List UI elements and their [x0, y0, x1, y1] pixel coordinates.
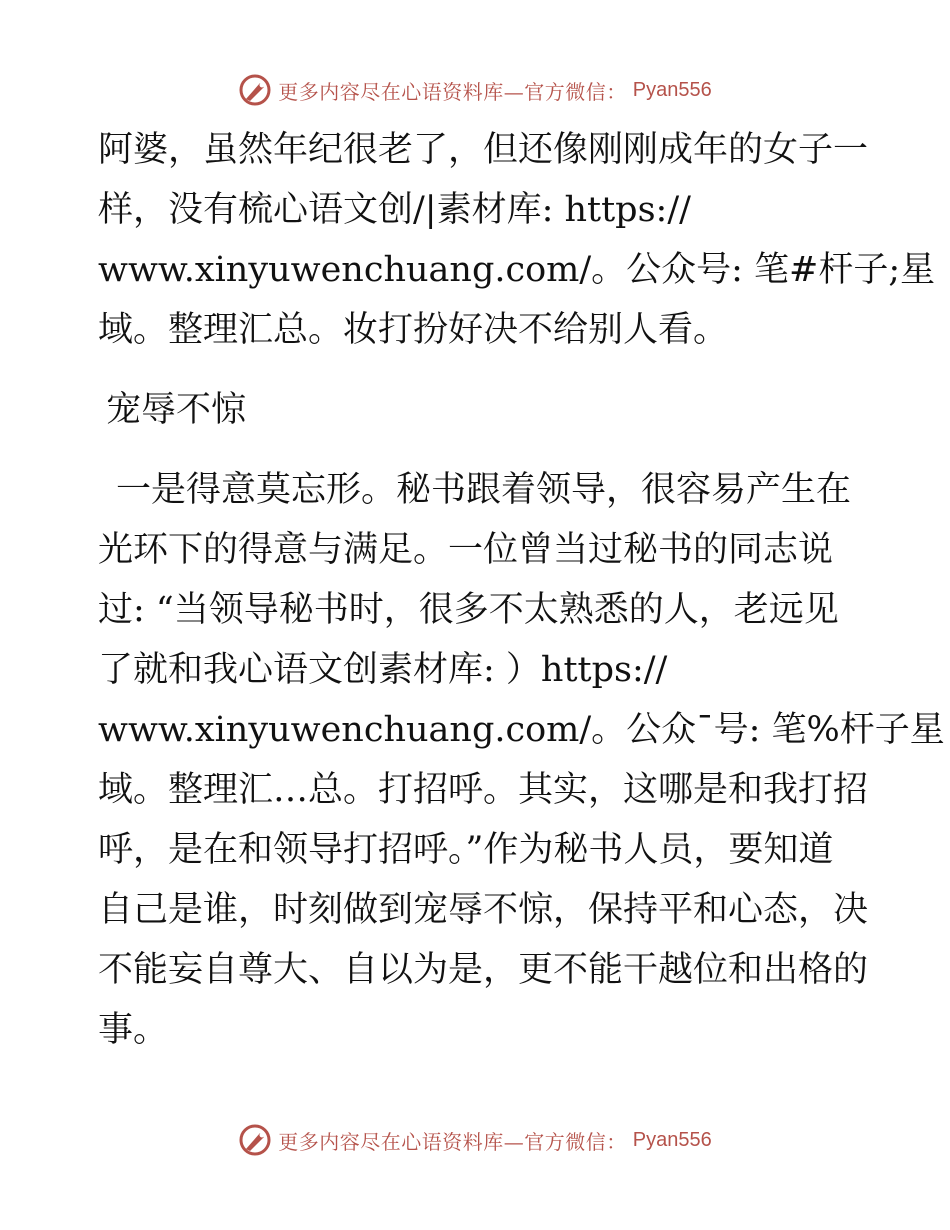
- pen-nib-logo-icon: [238, 73, 272, 107]
- footer-banner: [0, 1120, 950, 1160]
- header-banner: [0, 70, 950, 110]
- body-content: [98, 120, 945, 1060]
- text-line: www.xinyuwenchuang.com/。公众号: 笔#杆子;星: [98, 250, 936, 290]
- text-line: 光环下的得意与满足。一位曾当过秘书的同志说: [98, 530, 834, 570]
- text-line: www.xinyuwenchuang.com/。公众¯号: 笔%杆子星: [98, 710, 945, 750]
- banner-text: 更多内容尽在心语资料库—官方微信：: [278, 79, 627, 104]
- text-line: 了就和我心语文创素材库: ）https://: [98, 650, 668, 690]
- paragraph-2: [98, 460, 945, 1060]
- text-line: 一是得意莫忘形。秘书跟着领导，很容易产生在: [116, 470, 852, 510]
- banner-handle: Pyan556: [632, 78, 712, 101]
- text-line: 域。整理汇…总。打招呼。其实，这哪是和我打招: [98, 770, 869, 810]
- text-line: 不能妄自尊大、自以为是，更不能干越位和出格的: [98, 950, 869, 990]
- pen-nib-logo-icon: [238, 1123, 272, 1157]
- paragraph-1: [98, 120, 936, 360]
- text-line: 呼，是在和领导打招呼。”作为秘书人员，要知道: [98, 830, 834, 870]
- section-heading: 宠辱不惊: [106, 390, 247, 430]
- text-line: 阿婆，虽然年纪很老了，但还像刚刚成年的女子一: [98, 130, 869, 170]
- text-line: 样，没有梳心语文创/|素材库: https://: [98, 190, 691, 230]
- banner-handle: Pyan556: [632, 1128, 712, 1151]
- banner-text: 更多内容尽在心语资料库—官方微信：: [278, 1129, 627, 1154]
- text-line: 事。: [98, 1010, 169, 1050]
- text-line: 自己是谁，时刻做到宠辱不惊，保持平和心态，决: [98, 890, 869, 930]
- text-line: 过: “当领导秘书时，很多不太熟悉的人，老远见: [98, 590, 839, 630]
- text-line: 域。整理汇总。妆打扮好决不给别人看。: [98, 310, 729, 350]
